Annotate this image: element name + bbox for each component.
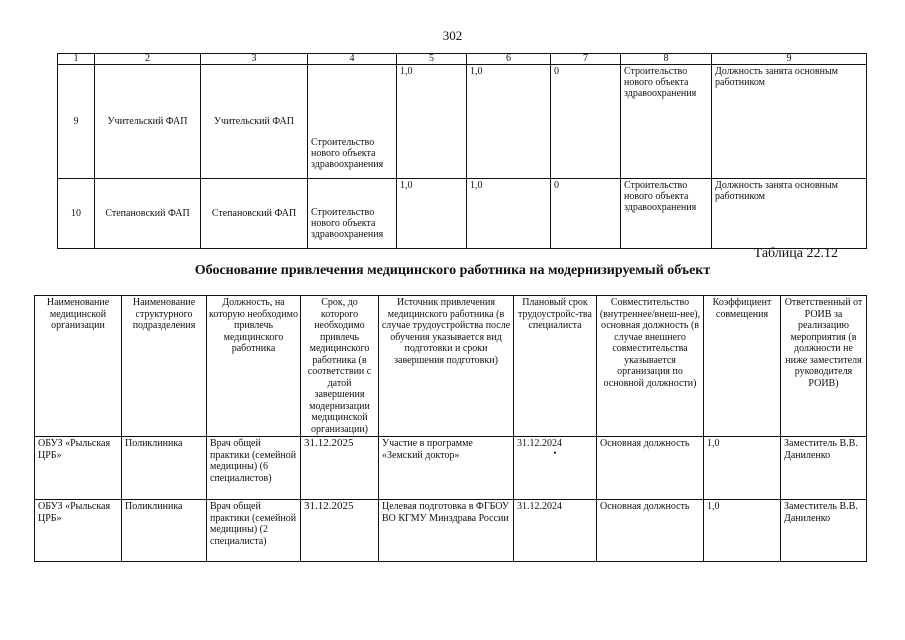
planned-date: 31.12.2024 (517, 438, 562, 449)
cell-text: Должность занята основным работником (712, 65, 867, 179)
organization-name: ОБУЗ «Рыльская ЦРБ» (35, 437, 122, 500)
table-row (35, 500, 867, 562)
cell-text: Должность занята основным работником (712, 179, 867, 249)
object-type: Строительство нового объекта здравоохранения (308, 179, 397, 249)
cell-value: 1,0 (467, 65, 551, 179)
cell-text: Строительство нового объекта здравоохранения (621, 65, 712, 179)
planned-date-cell (514, 437, 597, 500)
row-number: 10 (58, 179, 95, 249)
cell-value: 0 (551, 65, 621, 179)
column-header: 4 (308, 54, 397, 65)
row-number: 9 (58, 65, 95, 179)
scan-dot: • (553, 447, 557, 458)
column-header: Источник привлечения медицинского работника (в случае трудоустройства после обучения указывается вид подготовки и сроки завершения подготовки) (379, 296, 514, 437)
facility-name: Учительский ФАП (95, 65, 201, 179)
table-row (35, 437, 867, 500)
deadline-date: 31.12.2025 (301, 437, 379, 500)
table-label: Таблица 22.12 (753, 246, 838, 261)
position-name: Врач общей практики (семейной медицины) (2 специалиста) (207, 500, 301, 562)
responsible-person: Заместитель В.В. Даниленко (781, 437, 867, 500)
subdivision-name: Поликлиника (122, 500, 207, 562)
subdivision-name: Поликлиника (122, 437, 207, 500)
column-header: Совместительство (внутреннее/внеш-нее), основная должность (в случае внешнего совместительства указывается организация по основной должности) (597, 296, 704, 437)
object-type: Строительство нового объекта здравоохранения (308, 65, 397, 179)
column-header: Наименование структурного подразделения (122, 296, 207, 437)
responsible-person: Заместитель В.В. Даниленко (781, 500, 867, 562)
coefficient: 1,0 (704, 437, 781, 500)
planned-date: 31.12.2024 (514, 500, 597, 562)
cell-value: 1,0 (397, 65, 467, 179)
column-header: 5 (397, 54, 467, 65)
column-header: 2 (95, 54, 201, 65)
column-header: Наименование медицинской организации (35, 296, 122, 437)
table-header-row (58, 54, 867, 65)
table-title: Обоснование привлечения медицинского работника на модернизируемый объект (194, 263, 711, 278)
table-row (58, 65, 867, 179)
subdivision-name: Учительский ФАП (201, 65, 308, 179)
column-header: Должность, на которую необходимо привлечь медицинского работника (207, 296, 301, 437)
continuation-table (57, 53, 867, 249)
deadline-date: 31.12.2025 (301, 500, 379, 562)
combination-text: Основная должность (597, 437, 704, 500)
subdivision-name: Степановский ФАП (201, 179, 308, 249)
column-header: Срок, до которого необходимо привлечь медицинского работника (в соответствии с датой завершения модернизации медицинской организации) (301, 296, 379, 437)
column-header: 3 (201, 54, 308, 65)
facility-name: Степановский ФАП (95, 179, 201, 249)
combination-text: Основная должность (597, 500, 704, 562)
source-text: Участие в программе «Земский доктор» (379, 437, 514, 500)
column-header: 6 (467, 54, 551, 65)
organization-name: ОБУЗ «Рыльская ЦРБ» (35, 500, 122, 562)
position-name: Врач общей практики (семейной медицины) (6 специалистов) (207, 437, 301, 500)
cell-value: 0 (551, 179, 621, 249)
column-header: 9 (712, 54, 867, 65)
justification-table (34, 295, 867, 562)
column-header: 1 (58, 54, 95, 65)
column-header: Коэффициент совмещения (704, 296, 781, 437)
source-text: Целевая подготовка в ФГБОУ ВО КГМУ Минздрава России (379, 500, 514, 562)
column-header: Ответственный от РОИВ за реализацию мероприятия (в должности не ниже заместителя руководителя РОИВ) (781, 296, 867, 437)
coefficient: 1,0 (704, 500, 781, 562)
cell-value: 1,0 (397, 179, 467, 249)
table-row (58, 179, 867, 249)
cell-text: Строительство нового объекта здравоохранения (621, 179, 712, 249)
column-header: 8 (621, 54, 712, 65)
column-header: 7 (551, 54, 621, 65)
column-header: Плановый срок трудоустройс-тва специалиста (514, 296, 597, 437)
page-number: 302 (442, 28, 463, 43)
table-header-row (35, 296, 867, 437)
cell-value: 1,0 (467, 179, 551, 249)
